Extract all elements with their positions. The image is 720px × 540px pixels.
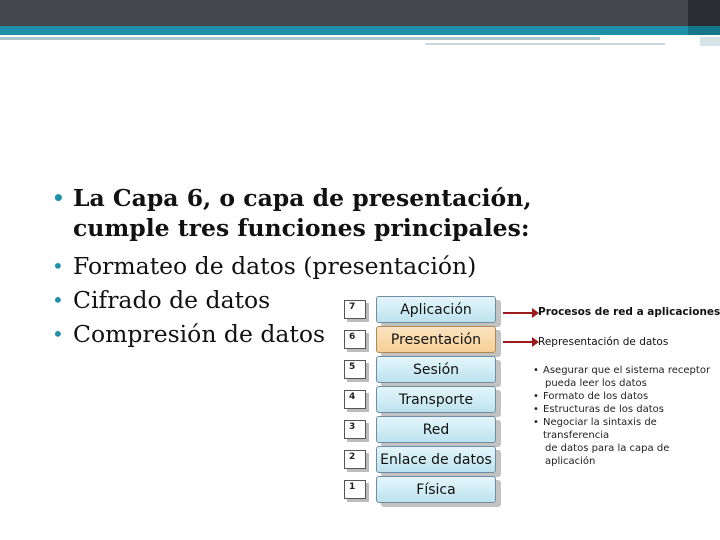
layer-number: 6 (344, 330, 366, 349)
top-accent-band-corner (688, 26, 720, 35)
osi-layer-7 (344, 296, 504, 326)
bullet-text: Cifrado de datos (73, 286, 271, 314)
osi-layer-2 (344, 446, 504, 476)
layer-box: Enlace de datos (376, 446, 496, 473)
bullet-text: Formateo de datos (presentación) (73, 252, 477, 280)
layer-box: Aplicación (376, 296, 496, 323)
note-item: • Asegurar que el sistema receptor (533, 364, 719, 377)
layer-number: 4 (344, 390, 366, 409)
arrow-right-icon (503, 341, 533, 343)
layer-number: 3 (344, 420, 366, 439)
note-item: • Formato de los datos (533, 390, 719, 403)
layer-box: Física (376, 476, 496, 503)
bullet-dot-icon: • (52, 254, 64, 278)
bullet-dot-icon: • (52, 186, 65, 210)
top-dark-band-corner (688, 0, 720, 26)
layer-box: Red (376, 416, 496, 443)
arrow-right-icon (503, 312, 533, 314)
presentation-notes (533, 364, 719, 468)
osi-layer-6 (344, 326, 504, 356)
layer-box: Transporte (376, 386, 496, 413)
top-accent-band (0, 26, 720, 35)
bullet-item (52, 251, 612, 281)
note-item: • Negociar la sintaxis de transferencia (533, 416, 719, 442)
callout-application: Procesos de red a aplicaciones (538, 306, 720, 318)
osi-layer-3 (344, 416, 504, 446)
layer-number: 5 (344, 360, 366, 379)
bullet-text: Compresión de datos (73, 320, 326, 348)
bullet-text: La Capa 6, o capa de presentación, cumple tres funciones principales: (73, 184, 532, 242)
layer-number: 1 (344, 480, 366, 499)
layer-box: Sesión (376, 356, 496, 383)
layer-number: 7 (344, 300, 366, 319)
bullet-item (52, 183, 612, 243)
osi-layer-5 (344, 356, 504, 386)
osi-layer-4 (344, 386, 504, 416)
note-item-continuation: pueda leer los datos (545, 378, 647, 389)
top-dark-band (0, 0, 720, 26)
callout-presentation: Representación de datos (538, 336, 669, 348)
osi-layer-1 (344, 476, 504, 506)
decorative-line (700, 37, 720, 46)
decorative-line (0, 37, 600, 40)
note-item-continuation: de datos para la capa de aplicación (545, 443, 670, 467)
decorative-line (425, 43, 665, 45)
note-item: • Estructuras de los datos (533, 403, 719, 416)
bullet-dot-icon: • (52, 322, 64, 346)
layer-number: 2 (344, 450, 366, 469)
layer-box-highlighted: Presentación (376, 326, 496, 353)
bullet-dot-icon: • (52, 288, 64, 312)
